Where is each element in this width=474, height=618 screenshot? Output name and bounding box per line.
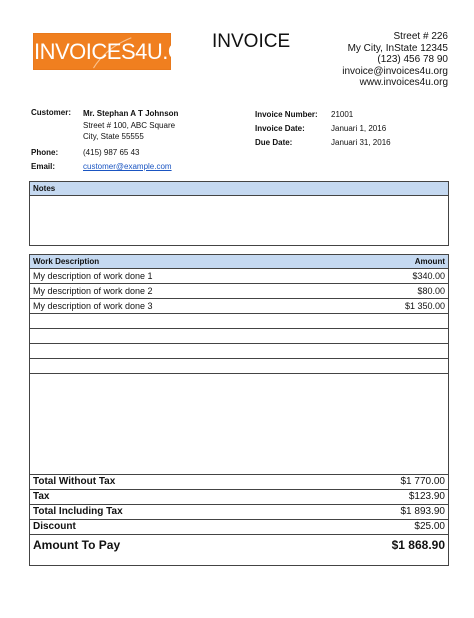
- customer-address-line2: City, State 55555: [83, 132, 144, 141]
- item-description: My description of work done 1: [33, 271, 153, 281]
- work-description-header: Work Description: [33, 257, 100, 266]
- tax-row: [30, 490, 448, 505]
- total-including-tax-label: Total Including Tax: [33, 506, 123, 517]
- table-row: [30, 284, 448, 299]
- items-header: [30, 255, 448, 269]
- discount-value: $25.00: [414, 521, 445, 532]
- table-row: [30, 344, 448, 359]
- amount-to-pay-value: $1 868.90: [391, 538, 445, 552]
- invoice-info-values: [331, 108, 391, 150]
- tax-label: Tax: [33, 491, 50, 502]
- due-date-label: Due Date:: [255, 138, 293, 147]
- company-phone: (123) 456 78 90: [377, 54, 448, 65]
- notes-header: Notes: [30, 182, 448, 196]
- invoice-date-label: Invoice Date:: [255, 124, 305, 133]
- amount-header: Amount: [414, 257, 445, 266]
- customer-label: Customer:: [31, 108, 72, 117]
- total-without-tax-label: Total Without Tax: [33, 476, 116, 487]
- tax-value: $123.90: [408, 491, 445, 502]
- table-row: [30, 269, 448, 284]
- item-amount: $340.00: [412, 271, 445, 281]
- due-date: Januari 31, 2016: [331, 138, 391, 147]
- amount-to-pay-row: [30, 535, 448, 555]
- total-without-tax-row: [30, 475, 448, 490]
- company-address: [342, 31, 448, 89]
- item-amount: $1 350.00: [404, 301, 445, 311]
- total-including-tax-value: $1 893.90: [400, 506, 445, 517]
- company-logo: [33, 33, 217, 70]
- company-email: invoice@invoices4u.org: [342, 65, 448, 77]
- customer-phone: (415) 987 65 43: [83, 148, 140, 157]
- customer-name: Mr. Stephan A T Johnson: [83, 109, 179, 118]
- table-row: [30, 299, 448, 314]
- items-blank-area: [30, 374, 448, 475]
- invoice-number-label: Invoice Number:: [255, 110, 318, 119]
- table-row: [30, 359, 448, 374]
- items-table: [29, 254, 449, 566]
- invoice-number: 21001: [331, 110, 354, 119]
- notes-box: [29, 181, 449, 246]
- document-title: INVOICE: [212, 31, 291, 52]
- customer-block: [83, 108, 178, 143]
- logo-text: INVOICES4U.ORG: [34, 39, 217, 64]
- total-including-tax-row: [30, 505, 448, 520]
- item-description: My description of work done 3: [33, 301, 153, 311]
- invoice-date: Januari 1, 2016: [331, 124, 387, 133]
- customer-address-line1: Street # 100, ABC Square: [83, 120, 176, 130]
- customer-email-link[interactable]: customer@example.com: [83, 162, 172, 171]
- company-street: Street # 226: [393, 31, 448, 42]
- company-website: www.invoices4u.org: [359, 77, 448, 88]
- table-row: [30, 314, 448, 329]
- email-label: Email:: [31, 162, 56, 171]
- item-description: My description of work done 2: [33, 286, 153, 296]
- phone-label: Phone:: [31, 148, 59, 157]
- discount-row: [30, 520, 448, 535]
- item-amount: $80.00: [417, 286, 445, 296]
- company-city: My City, InState 12345: [347, 42, 448, 54]
- table-row: [30, 329, 448, 344]
- total-without-tax-value: $1 770.00: [400, 476, 445, 487]
- discount-label: Discount: [33, 521, 76, 532]
- amount-to-pay-label: Amount To Pay: [33, 538, 121, 552]
- invoice-info-labels: [255, 108, 318, 150]
